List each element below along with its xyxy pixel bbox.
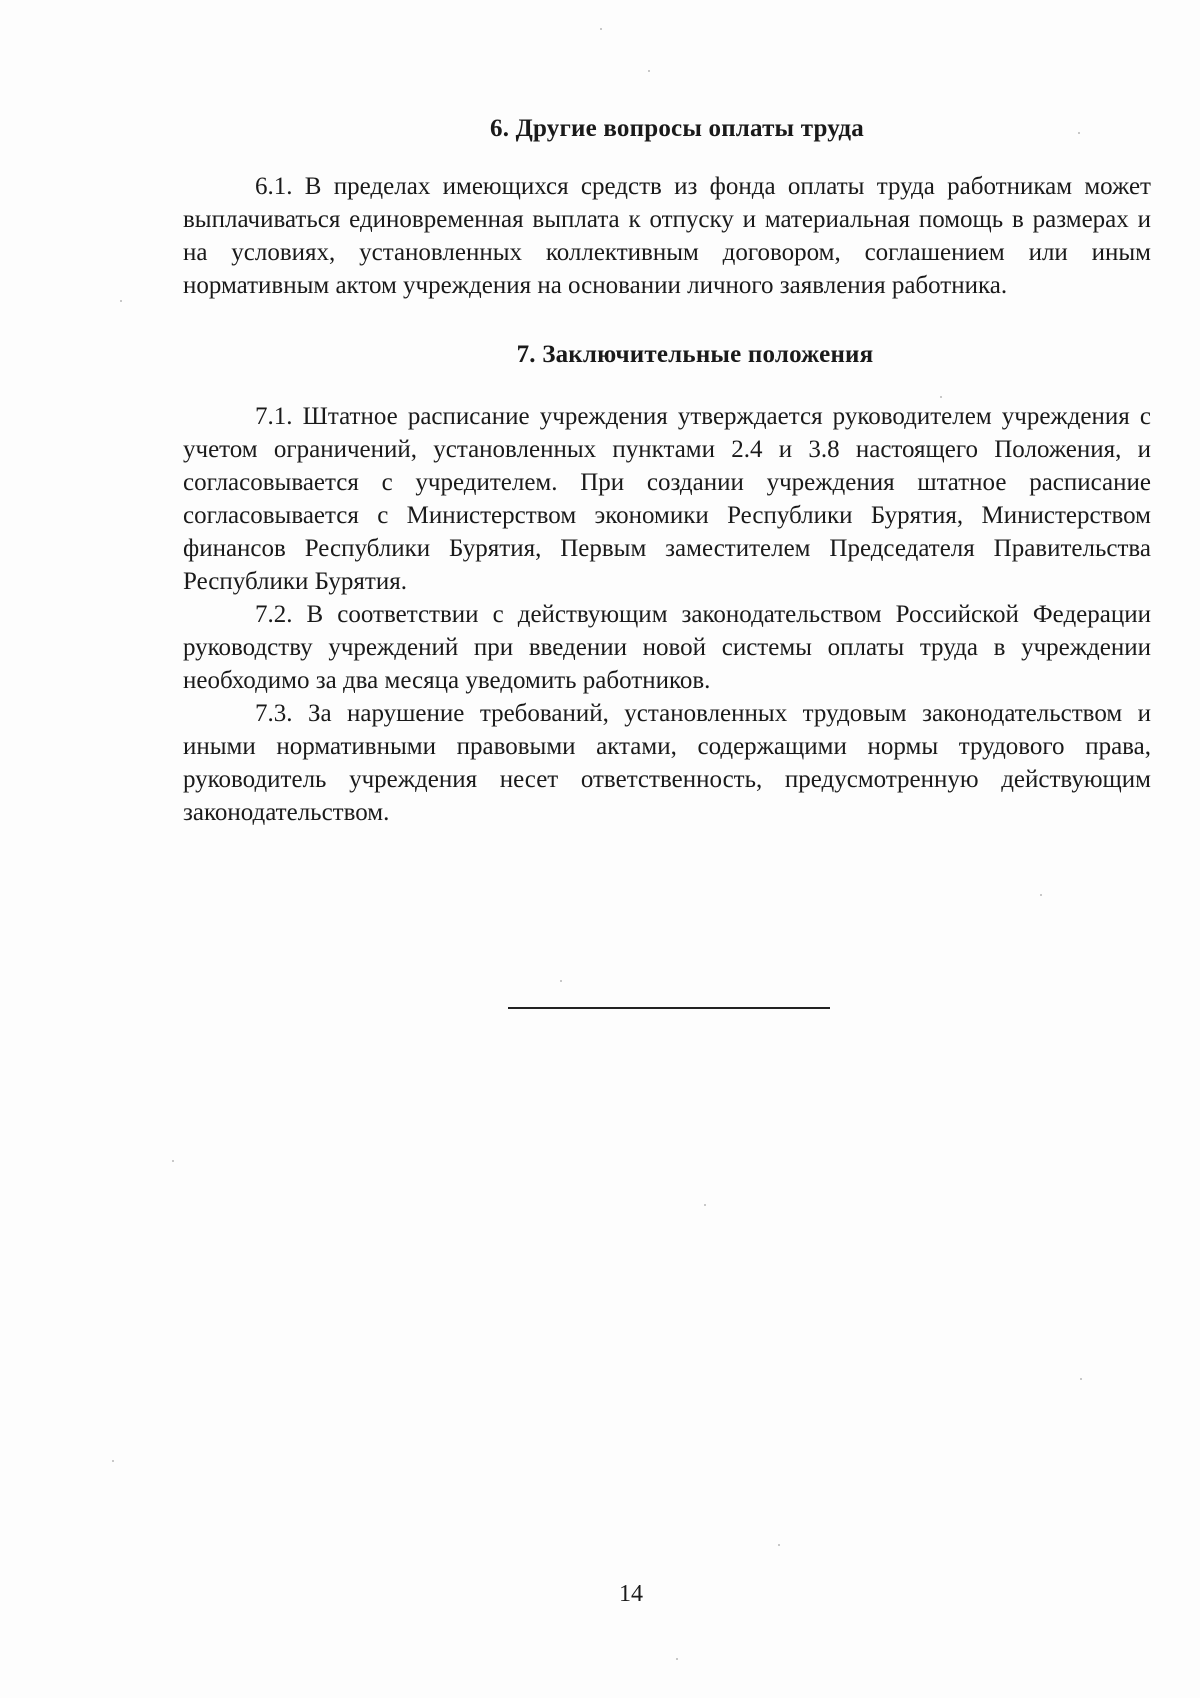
paragraph-7-3: 7.3. За нарушение требований, установленных трудовым законодательством и иными нормативными правовыми актами, содержащими нормы трудового права, руководитель учреждения несет ответственность, предусмотренную действующим законодательством. [183, 700, 1151, 826]
page-number: 14 [619, 1581, 643, 1607]
paragraph-7-1: 7.1. Штатное расписание учреждения утверждается руководителем учреждения с учетом ограничений, установленных пунктами 2.4 и 3.8 настоящего Положения, и согласовывается с учредителем. При создании учреждения штатное расписание согласовывается с Министерством экономики Республики Бурятия, Министерством финансов Республики Бурятия, Первым заместителем Председателя Правительства Республики Бурятия. [183, 403, 1151, 595]
document-body [183, 112, 1151, 829]
scan-speck [676, 1658, 678, 1660]
end-divider-line [508, 1007, 830, 1009]
paragraph-7-2: 7.2. В соответствии с действующим законодательством Российской Федерации руководству учреждений при введении новой системы оплаты труда в учреждении необходимо за два месяца уведомить работников. [183, 601, 1151, 694]
scan-speck [778, 1544, 780, 1546]
scan-speck [648, 70, 650, 72]
scan-speck [120, 300, 122, 302]
scan-speck [704, 1204, 706, 1206]
scan-speck [1080, 1378, 1082, 1380]
scan-speck [600, 28, 602, 30]
scan-speck [560, 980, 562, 982]
paragraph-6-1: 6.1. В пределах имеющихся средств из фонда оплаты труда работникам может выплачиваться единовременная выплата к отпуску и материальная помощь в размерах и на условиях, установленных коллективным договором, соглашением или иным нормативным актом учреждения на основании личного заявления работника. [183, 173, 1151, 299]
scan-speck [940, 396, 942, 398]
scan-speck [112, 1460, 114, 1462]
section-6-heading: 6. Другие вопросы оплаты труда [490, 115, 864, 142]
section-7-heading: 7. Заключительные положения [516, 341, 874, 368]
scan-speck [1078, 132, 1080, 134]
scan-speck [172, 1160, 174, 1162]
scan-speck [1040, 894, 1042, 896]
